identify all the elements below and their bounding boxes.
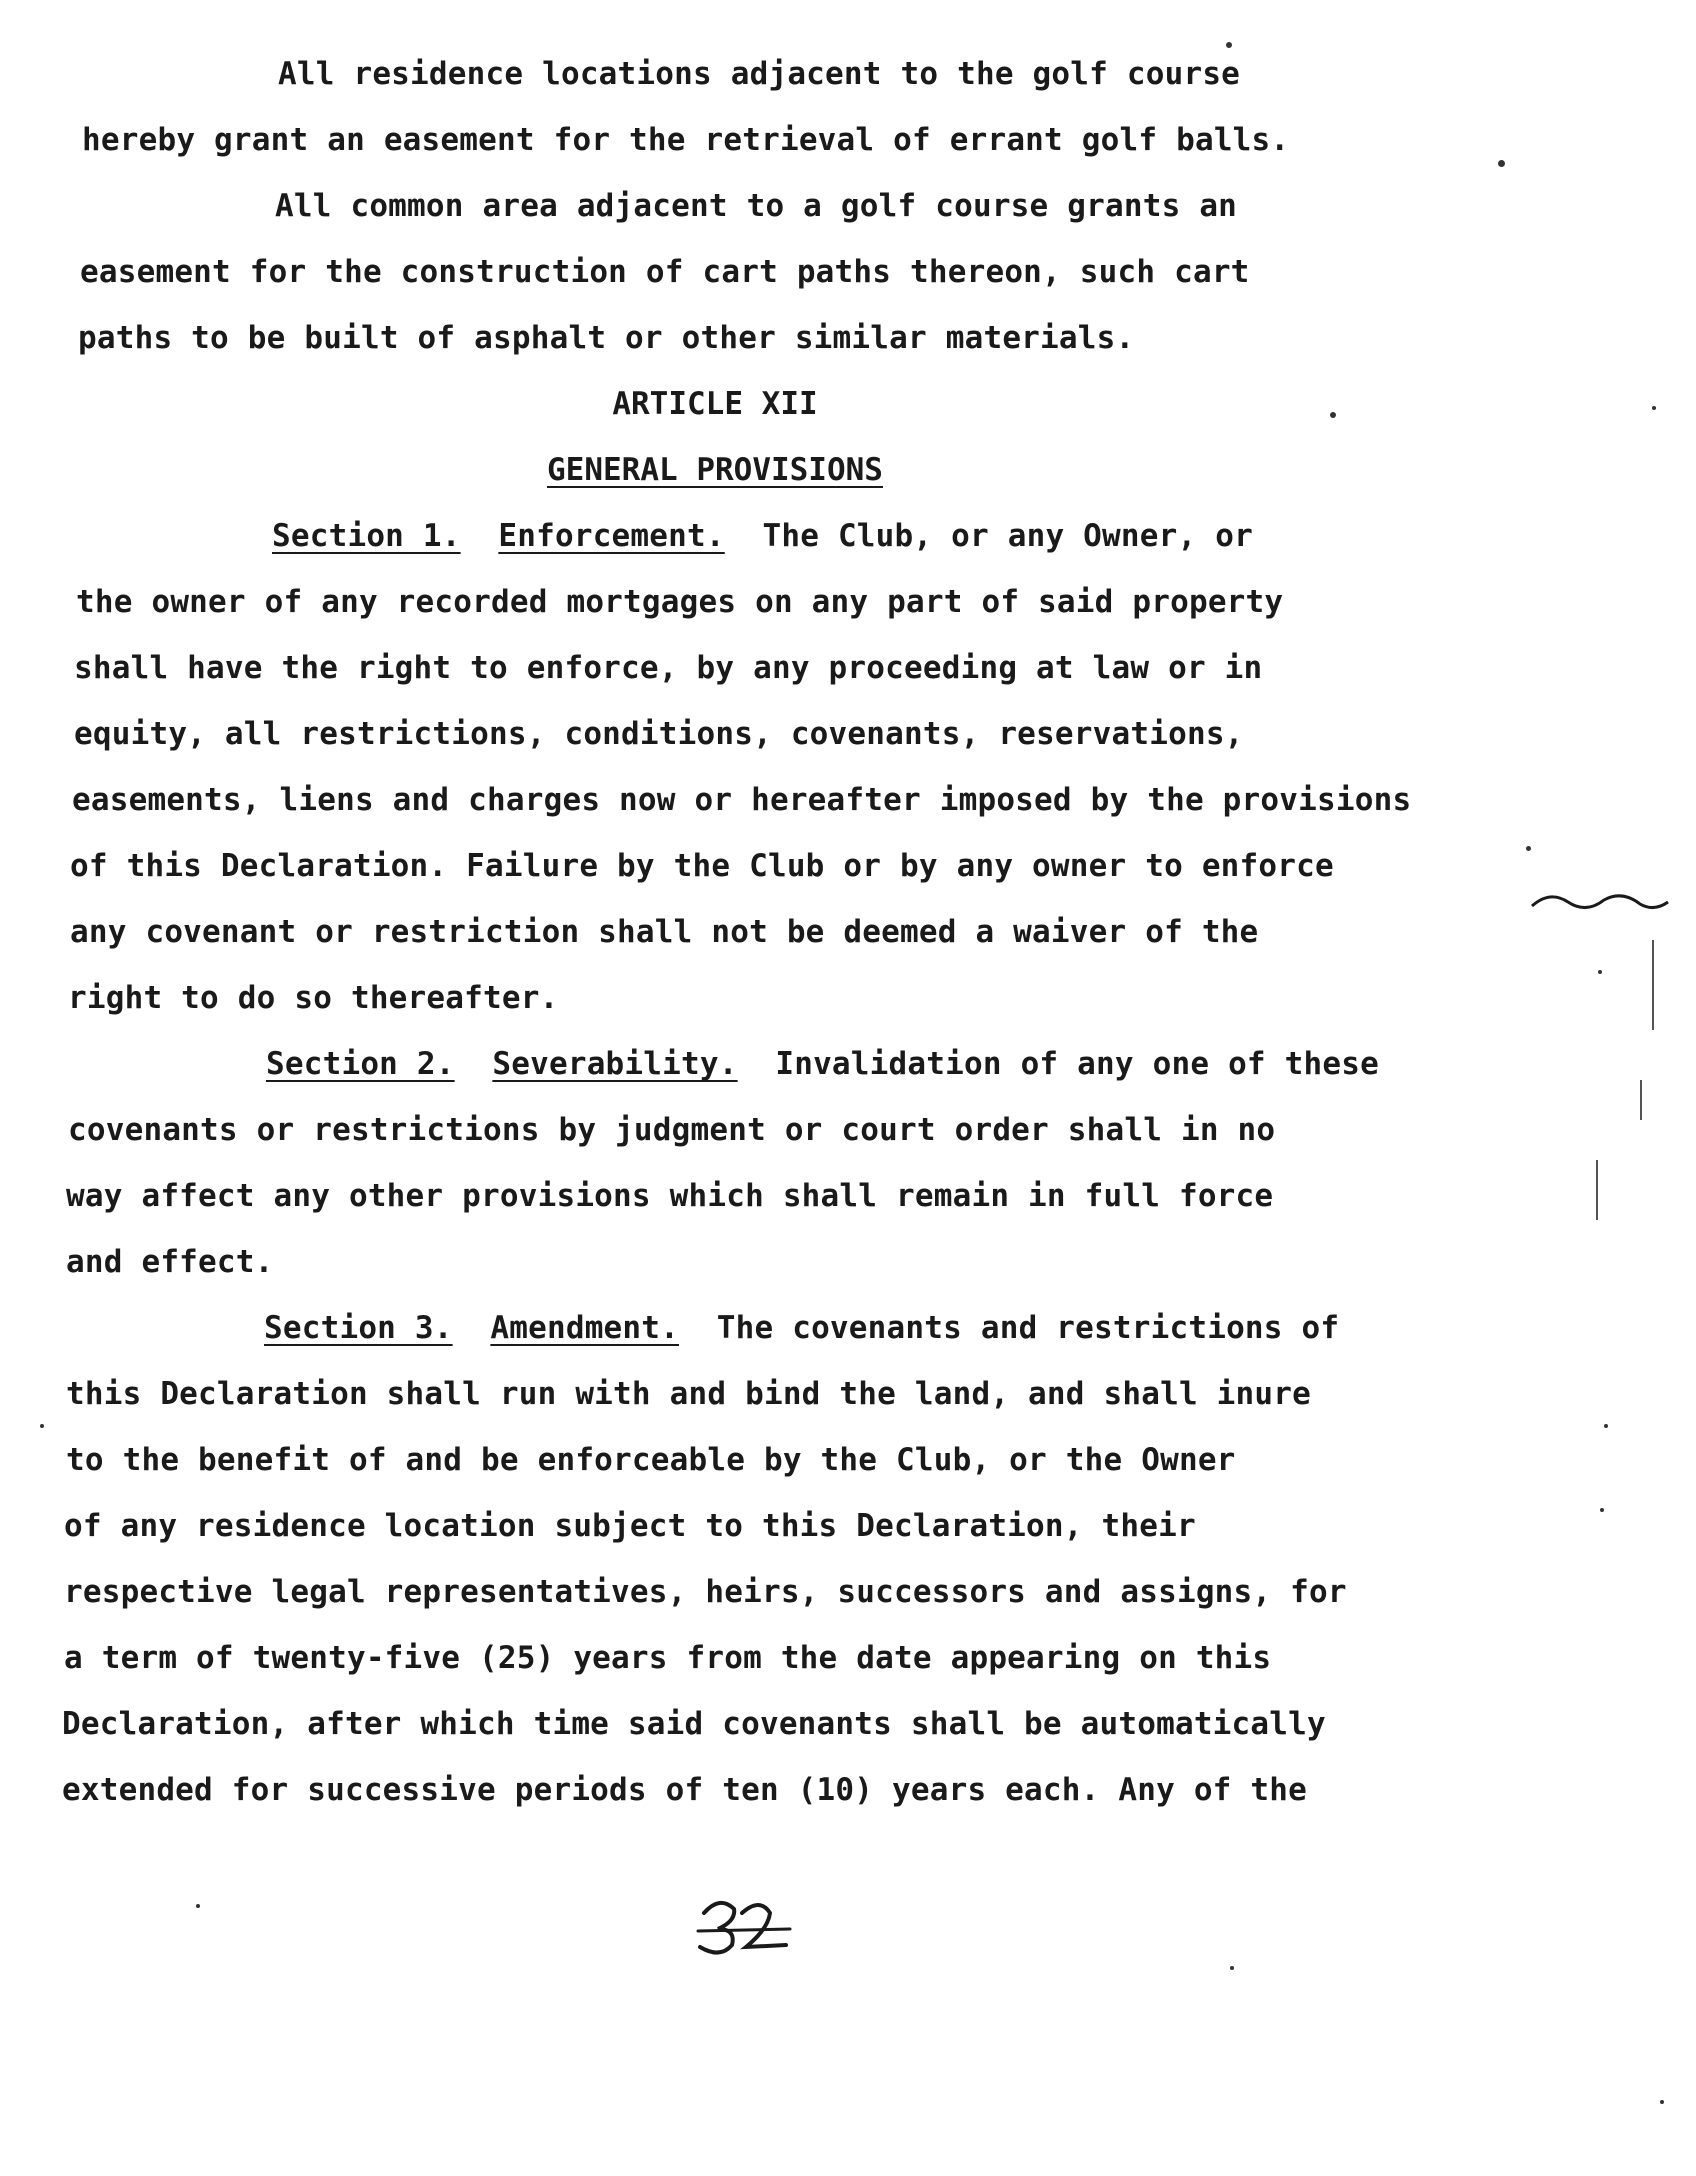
- section2-line-2: way affect any other provisions which shall remain in full force: [66, 1178, 1274, 1214]
- section3-first-line: [264, 1308, 1339, 1348]
- page-number-handwriting: [690, 1885, 810, 1965]
- section1-line-2: shall have the right to enforce, by any proceeding at law or in: [74, 650, 1263, 686]
- scan-speck: [1604, 1424, 1608, 1428]
- scan-speck: [1652, 406, 1656, 410]
- section1-line-1: the owner of any recorded mortgages on any part of said property: [76, 584, 1284, 620]
- section1-first-line-rest: The Club, or any Owner, or: [762, 518, 1253, 554]
- section3-line-2: to the benefit of and be enforceable by the Club, or the Owner: [66, 1442, 1236, 1478]
- scan-speck: [1226, 42, 1232, 48]
- section1-line-7: right to do so thereafter.: [68, 980, 559, 1016]
- section3-line-4: respective legal representatives, heirs, successors and assigns, for: [64, 1574, 1347, 1610]
- section1-heading: Enforcement.: [498, 518, 725, 554]
- section2-heading: Severability.: [492, 1046, 738, 1082]
- common-line-1: All common area adjacent to a golf course grants an: [275, 188, 1238, 224]
- scan-edge-line: [1596, 1160, 1598, 1220]
- scan-squiggle: [1530, 888, 1670, 918]
- scan-speck: [1598, 970, 1602, 974]
- common-line-3: paths to be built of asphalt or other similar materials.: [78, 320, 1135, 356]
- section2-label: Section 2.: [266, 1046, 455, 1082]
- section3-first-line-rest: The covenants and restrictions of: [716, 1310, 1340, 1346]
- section1-line-4: easements, liens and charges now or hereafter imposed by the provisions: [72, 782, 1412, 818]
- section2-line-3: and effect.: [66, 1244, 274, 1280]
- section3-line-5: a term of twenty-five (25) years from the date appearing on this: [64, 1640, 1272, 1676]
- scan-speck: [1660, 2100, 1664, 2104]
- section3-line-1: this Declaration shall run with and bind the land, and shall inure: [66, 1376, 1311, 1412]
- scan-edge-line: [1652, 940, 1654, 1030]
- section3-label: Section 3.: [264, 1310, 453, 1346]
- page-number: [690, 1885, 810, 1965]
- scan-speck: [40, 1424, 44, 1428]
- section1-label: Section 1.: [272, 518, 461, 554]
- golf-line-2: hereby grant an easement for the retrieval of errant golf balls.: [82, 122, 1290, 158]
- section2-first-line: [266, 1044, 1379, 1084]
- article-subtitle: [0, 450, 1430, 490]
- section3-line-3: of any residence location subject to this Declaration, their: [64, 1508, 1196, 1544]
- article-title: ARTICLE XII: [612, 386, 818, 422]
- scan-speck: [1526, 846, 1531, 851]
- section1-first-line: [272, 516, 1253, 556]
- common-line-2: easement for the construction of cart paths thereon, such cart: [80, 254, 1250, 290]
- scan-speck: [196, 1904, 200, 1908]
- scan-speck: [1600, 1508, 1604, 1512]
- section1-line-5: of this Declaration. Failure by the Club or by any owner to enforce: [70, 848, 1334, 884]
- section1-line-3: equity, all restrictions, conditions, covenants, reservations,: [74, 716, 1244, 752]
- golf-line-1: All residence locations adjacent to the golf course: [278, 56, 1241, 92]
- section1-line-6: any covenant or restriction shall not be deemed a waiver of the: [70, 914, 1259, 950]
- section3-heading: Amendment.: [490, 1310, 680, 1346]
- section3-line-6: Declaration, after which time said covenants shall be automatically: [62, 1706, 1326, 1742]
- section2-line-1: covenants or restrictions by judgment or court order shall in no: [68, 1112, 1276, 1148]
- section2-first-line-rest: Invalidation of any one of these: [775, 1046, 1379, 1082]
- scan-speck: [1498, 160, 1505, 167]
- scan-edge-line: [1640, 1080, 1642, 1120]
- scan-speck: [1230, 1966, 1234, 1970]
- section3-line-7: extended for successive periods of ten (10) years each. Any of the: [62, 1772, 1307, 1808]
- article-subtitle-text: GENERAL PROVISIONS: [547, 452, 883, 488]
- scan-speck: [1330, 412, 1336, 418]
